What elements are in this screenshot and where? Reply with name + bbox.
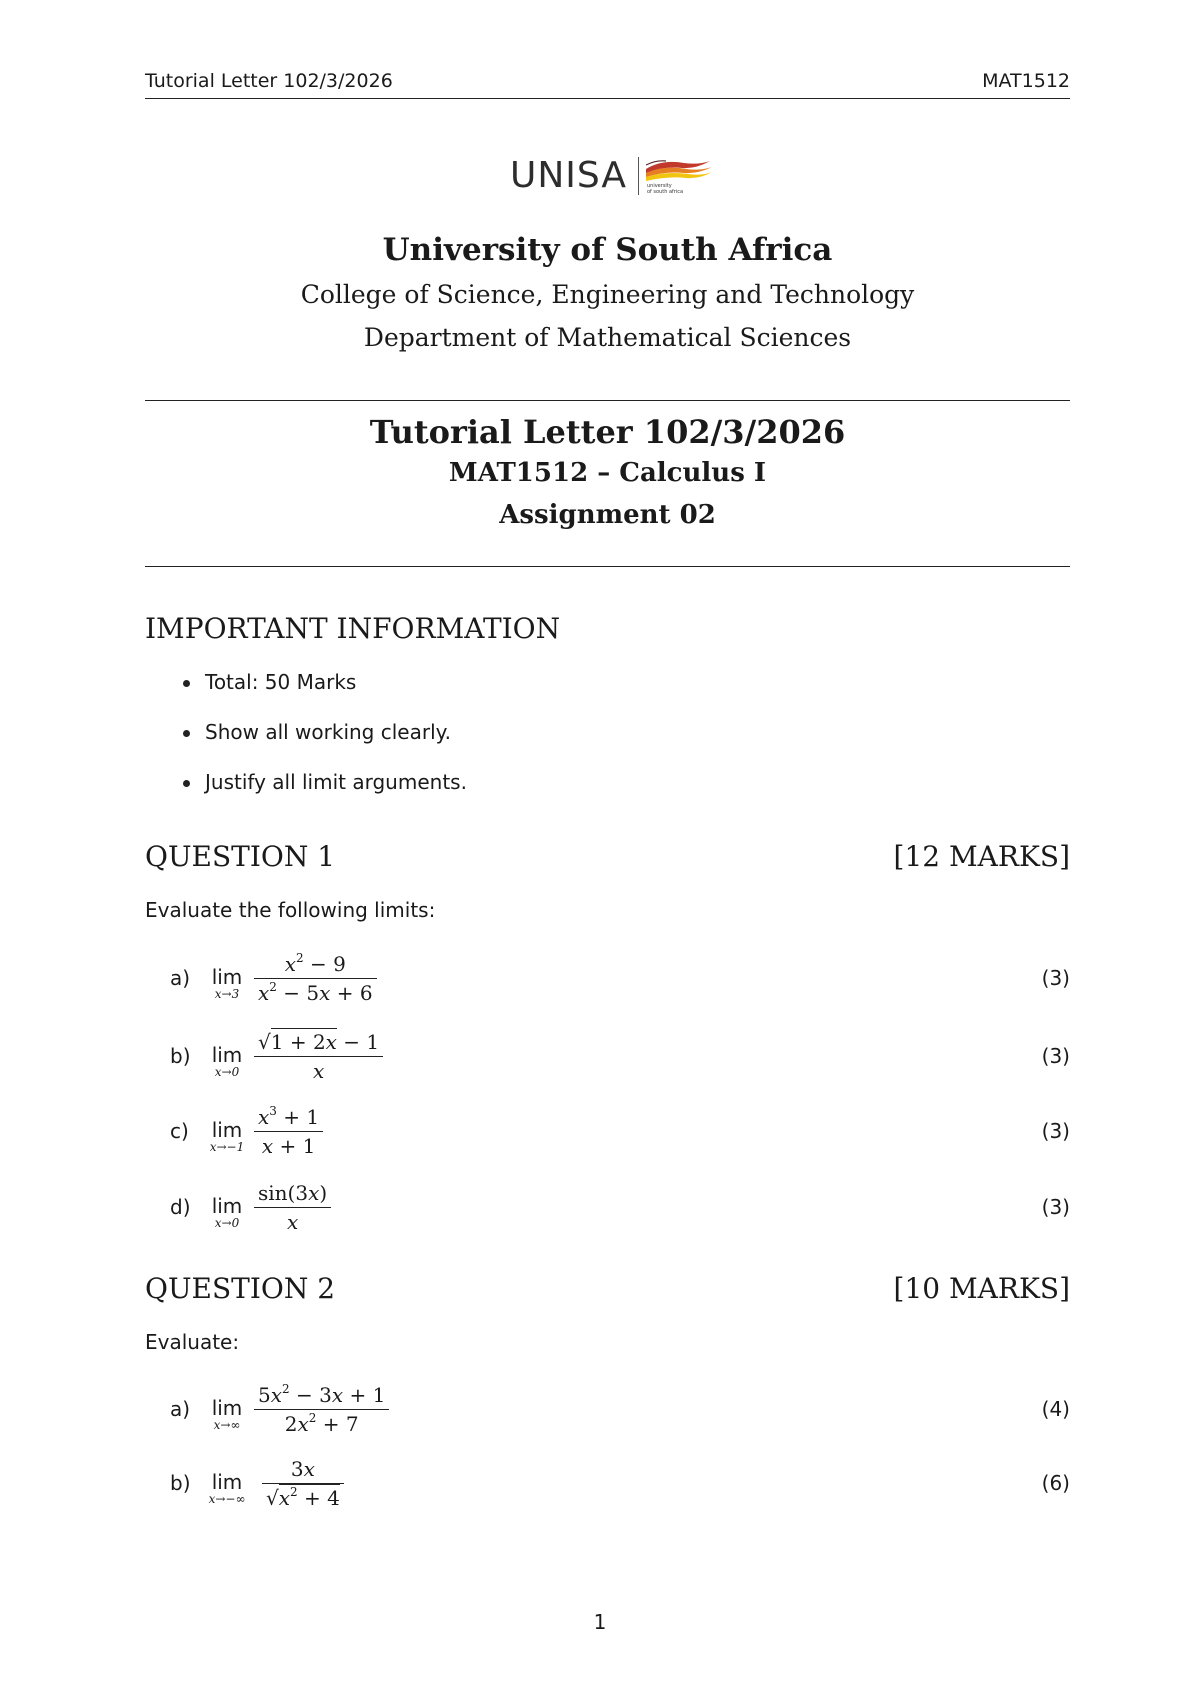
limit-operator [202,1119,252,1153]
lim-word: lim [211,1470,243,1494]
denominator: x [286,1210,299,1234]
limit-operator [202,966,252,1000]
header-left: Tutorial Letter 102/3/2026 [145,70,393,92]
department-name: Department of Mathematical Sciences [363,323,852,352]
important-list [183,670,467,820]
item-points: (3) [1041,1119,1070,1143]
item-label: b) [170,1044,191,1068]
lim-subscript: x→3 [214,987,240,1001]
course-title: MAT1512 – Calculus I [448,458,767,488]
logo-subtext: university of south africa [647,183,684,195]
denominator: x + 1 [261,1134,316,1158]
logo-divider [638,157,639,195]
fraction [254,1179,331,1236]
lim-word: lim [211,965,243,989]
lim-subscript: x→0 [214,1216,240,1230]
fraction [254,950,377,1007]
numerator: 3x [290,1457,315,1481]
denominator: $√x^2 + 4$ [266,1485,340,1510]
item-label: d) [170,1195,191,1219]
numerator: $5x^2 - 3x + 1$ [258,1382,386,1407]
logo-wordmark: UNISA [510,155,628,196]
limit-operator [202,1397,252,1431]
item-label: c) [170,1119,189,1143]
question1-marks: [12 MARKS] [893,840,1070,873]
limit-operator [202,1195,252,1229]
title-rule-top [145,400,1070,401]
denominator: x [312,1059,325,1083]
question1-title: QUESTION 1 [145,840,336,873]
limit-operator [202,1471,252,1505]
fraction [254,1103,323,1160]
university-name: University of South Africa [382,232,833,268]
fraction [262,1455,344,1512]
numerator: $x^2 - 9$ [284,951,346,976]
item-label: b) [170,1471,191,1495]
lim-word: lim [211,1194,243,1218]
item-points: (3) [1041,1044,1070,1068]
header-right: MAT1512 [982,70,1070,92]
college-name: College of Science, Engineering and Technology [300,280,915,309]
question1-item-c [170,1103,1070,1163]
list-item: Justify all limit arguments. [183,770,467,820]
question2-item-a [170,1381,1070,1441]
lim-subscript: x→0 [214,1065,240,1079]
running-header [145,68,1070,99]
numerator: $x^3 + 1$ [258,1104,320,1129]
limit-operator [202,1044,252,1078]
item-points: (4) [1041,1397,1070,1421]
numerator: √1 + 2x − 1 [258,1030,380,1054]
important-heading: IMPORTANT INFORMATION [145,612,561,645]
numerator: sin(3x) [258,1181,328,1205]
assignment-title: Assignment 02 [499,500,716,530]
list-item: Show all working clearly. [183,720,467,770]
question1-item-b [170,1028,1070,1088]
item-label: a) [170,966,191,990]
question2-intro: Evaluate: [145,1330,240,1354]
question1-item-d [170,1179,1070,1239]
list-item: Total: 50 Marks [183,670,467,720]
title-rule-bottom [145,566,1070,567]
item-points: (3) [1041,966,1070,990]
lim-word: lim [211,1118,243,1142]
page-number: 1 [593,1610,607,1634]
fraction [254,1381,389,1438]
lim-word: lim [211,1043,243,1067]
question2-title: QUESTION 2 [145,1272,336,1305]
item-points: (6) [1041,1471,1070,1495]
denominator: $2x^2 + 7$ [284,1411,359,1436]
item-points: (3) [1041,1195,1070,1219]
fraction [254,1028,383,1085]
question2-item-b [170,1455,1070,1515]
tutorial-letter-title: Tutorial Letter 102/3/2026 [369,413,846,451]
item-label: a) [170,1397,191,1421]
question2-marks: [10 MARKS] [893,1272,1070,1305]
lim-word: lim [211,1396,243,1420]
lim-subscript: x→−∞ [208,1492,246,1506]
lim-subscript: x→−1 [209,1140,245,1154]
denominator: $x^2 - 5x + 6$ [258,980,373,1005]
unisa-logo [510,153,710,199]
question1-intro: Evaluate the following limits: [145,898,436,922]
question1-item-a [170,950,1070,1010]
lim-subscript: x→∞ [213,1418,241,1432]
